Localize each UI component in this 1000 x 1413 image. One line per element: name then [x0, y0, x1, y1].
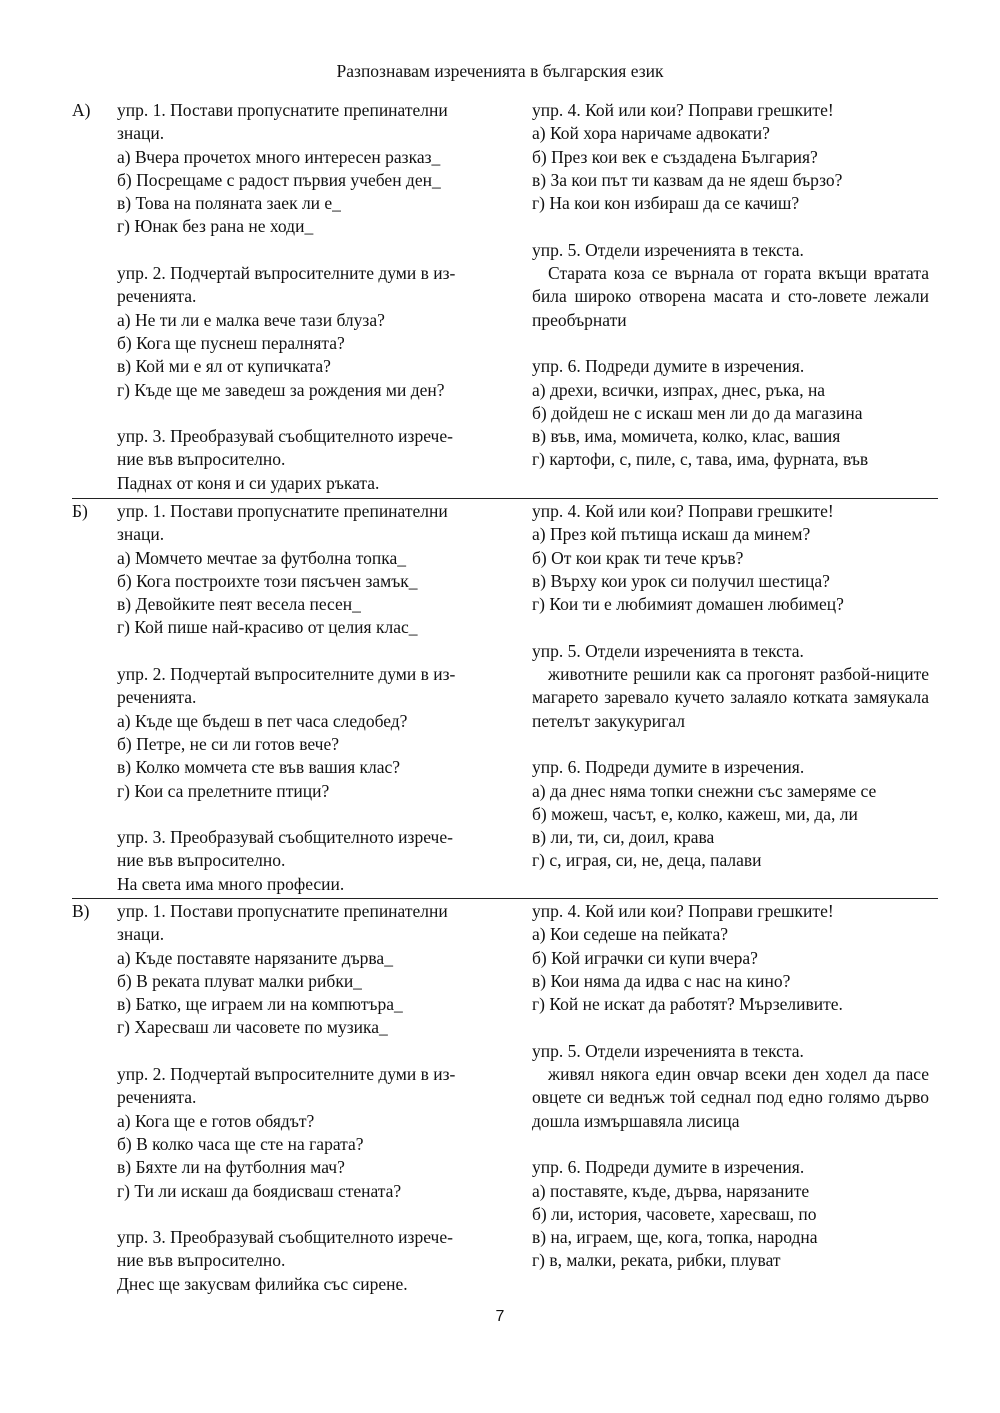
- right-column: [532, 900, 929, 1296]
- exercise-6: [532, 1156, 929, 1272]
- item-a: а) Къде поставяте нарязаните дърва_: [117, 947, 393, 968]
- item-a: а) Момчето мечтае за футболна топка_: [117, 547, 406, 568]
- item-v: в) За кои път ти казвам да не ядеш бързо?: [532, 169, 843, 190]
- exercise-heading-cont: реченията.: [117, 1087, 197, 1108]
- item-b: б) В реката плуват малки рибки_: [117, 970, 362, 991]
- left-column: [117, 99, 509, 518]
- item-b: б) дойдеш не с искаш мен ли до да магазина: [532, 402, 863, 423]
- exercise-1: [117, 500, 509, 640]
- sentence: Паднах от коня и си ударих ръката.: [117, 472, 380, 493]
- section-letter: Б): [72, 501, 88, 521]
- item-v: в) Кои няма да идва с нас на кино?: [532, 970, 791, 991]
- left-column: [117, 500, 509, 919]
- item-g: г) Кои са прелетните птици?: [117, 780, 330, 801]
- exercise-heading: упр. 4. Кой или кои? Поправи грешките!: [532, 901, 834, 921]
- item-v: в) Батко, ще играем ли на компютъра_: [117, 994, 403, 1015]
- item-v: в) Колко момчета сте във вашия клас?: [117, 757, 401, 778]
- exercise-heading-cont: ние във въпросително.: [117, 850, 286, 871]
- item-g: г) Ти ли искаш да боядисваш стената?: [117, 1180, 402, 1201]
- item-a: а) Къде ще бъдеш в пет часа следобед?: [117, 710, 408, 731]
- item-v: в) на, играем, ще, кога, топка, народна: [532, 1227, 818, 1248]
- item-a: а) Кои седеше на пейката?: [532, 924, 729, 945]
- right-column: [532, 99, 929, 495]
- exercise-2: [117, 1063, 509, 1203]
- item-b: б) Посрещаме с радост първия учебен ден_: [117, 169, 441, 190]
- item-v: в) Кой ми е ял от купичката?: [117, 356, 331, 377]
- section-b: [72, 498, 938, 895]
- exercise-heading: упр. 6. Подреди думите в изречения.: [532, 356, 805, 377]
- exercise-heading-cont: знаци.: [117, 123, 165, 144]
- exercise-heading-cont: знаци.: [117, 924, 165, 945]
- exercise-heading-cont: знаци.: [117, 524, 165, 545]
- item-a: а) Не ти ли е малка вече тази блуза?: [117, 309, 385, 330]
- item-a: а) Кой хора наричаме адвокати?: [532, 123, 770, 144]
- exercise-3: [117, 425, 509, 495]
- text-paragraph: животните решили как са прогонят разбой-ниците магарето заревало кучето залаяло котката замяукала петелът закукуригал: [532, 664, 929, 731]
- item-a: а) Вчера прочетох много интересен разказ_: [117, 146, 441, 167]
- exercise-heading: упр. 1. Постави пропуснатите препинателни: [117, 100, 448, 120]
- exercise-2: [117, 663, 509, 803]
- item-g: г) На кои кон избираш да се качиш?: [532, 193, 800, 214]
- sentence: На света има много професии.: [117, 873, 345, 894]
- item-g: г) картофи, с, пиле, с, тава, има, фурната, във: [532, 449, 869, 470]
- page-number: 7: [495, 1308, 505, 1325]
- item-a: а) Кога ще е готов обядът?: [117, 1110, 315, 1131]
- exercise-heading: упр. 2. Подчертай въпросителните думи в из-: [117, 664, 456, 685]
- item-g: г) с, играя, си, не, деца, палави: [532, 850, 762, 871]
- exercise-heading: упр. 2. Подчертай въпросителните думи в из-: [117, 1064, 456, 1085]
- item-a: а) да днес няма топки снежни със замеряме се: [532, 780, 877, 801]
- exercise-heading: упр. 2. Подчертай въпросителните думи в из-: [117, 263, 456, 284]
- item-b: б) В колко часа ще сте на гарата?: [117, 1133, 364, 1154]
- item-v: в) Бяхте ли на футболния мач?: [117, 1157, 345, 1178]
- exercise-3: [117, 826, 509, 896]
- exercise-heading: упр. 3. Преобразувай съобщителното изрече-: [117, 827, 453, 848]
- item-v: в) Върху кои урок си получил шестица?: [532, 570, 830, 591]
- exercise-2: [117, 262, 509, 402]
- item-a: а) През кой пътища искаш да минем?: [532, 524, 811, 545]
- section-letter: А): [72, 100, 91, 120]
- item-v: в) Девойките пеят весела песен_: [117, 594, 361, 615]
- exercise-heading: упр. 1. Постави пропуснатите препинателни: [117, 901, 448, 921]
- exercise-heading: упр. 1. Постави пропуснатите препинателни: [117, 501, 448, 521]
- exercise-3: [117, 1226, 509, 1296]
- item-a: а) дрехи, всички, изпрах, днес, ръка, на: [532, 379, 826, 400]
- item-g: г) в, малки, реката, рибки, плуват: [532, 1250, 781, 1271]
- exercise-heading-cont: ние във въпросително.: [117, 449, 286, 470]
- text-paragraph: живял някога един овчар всеки ден ходел да пасе овцете си веднъж той седнал под едно голямо дърво дошла измършавяла лисица: [532, 1064, 929, 1131]
- exercise-4: [532, 99, 929, 215]
- exercise-heading: упр. 5. Отдели изреченията в текста.: [532, 239, 804, 260]
- exercise-1: [117, 99, 509, 239]
- exercise-5: [532, 640, 929, 733]
- exercise-4: [532, 500, 929, 616]
- item-v: в) ли, ти, си, доил, крава: [532, 827, 715, 848]
- item-b: б) От кои крак ти тече кръв?: [532, 547, 744, 568]
- sentence: Днес ще закусвам филийка със сирене.: [117, 1273, 408, 1294]
- item-g: г) Кой пише най-красиво от целия клас_: [117, 617, 418, 638]
- section-v: [72, 898, 938, 1299]
- exercise-1: [117, 900, 509, 1040]
- item-v: в) Това на поляната заек ли е_: [117, 193, 341, 214]
- exercise-6: [532, 756, 929, 872]
- item-b: б) Петре, не си ли готов вече?: [117, 733, 340, 754]
- item-g: г) Харесваш ли часовете по музика_: [117, 1017, 388, 1038]
- exercise-heading: упр. 3. Преобразувай съобщителното изрече-: [117, 426, 453, 447]
- left-column: [117, 900, 509, 1319]
- item-g: г) Кой не искат да работят? Мързеливите.: [532, 994, 843, 1015]
- exercise-heading: упр. 4. Кой или кои? Поправи грешките!: [532, 100, 834, 120]
- exercise-4: [532, 900, 929, 1016]
- exercise-heading-cont: реченията.: [117, 286, 197, 307]
- exercise-heading: упр. 6. Подреди думите в изречения.: [532, 1157, 805, 1178]
- section-letter: В): [72, 901, 90, 921]
- item-g: г) Къде ще ме заведеш за рождения ми ден?: [117, 379, 445, 400]
- item-g: г) Кои ти е любимият домашен любимец?: [532, 594, 844, 615]
- right-column: [532, 500, 929, 896]
- text-paragraph: Старата коза се върнала от гората вкъщи вратата била широко отворена масата и сто-ловете лежали преобърнати: [532, 263, 929, 330]
- exercise-heading: упр. 4. Кой или кои? Поправи грешките!: [532, 501, 834, 521]
- item-v: в) във, има, момичета, колко, клас, вашия: [532, 426, 841, 447]
- exercise-heading: упр. 5. Отдели изреченията в текста.: [532, 640, 804, 661]
- exercise-heading: упр. 3. Преобразувай съобщителното изрече-: [117, 1227, 453, 1248]
- exercise-heading: упр. 6. Подреди думите в изречения.: [532, 757, 805, 778]
- page-title: Разпознавам изреченията в българския език: [336, 61, 664, 81]
- exercise-6: [532, 355, 929, 471]
- exercise-5: [532, 239, 929, 332]
- section-a: [72, 99, 938, 492]
- item-b: б) Кой играчки си купи вчера?: [532, 947, 758, 968]
- item-b: б) можеш, часът, е, колко, кажеш, ми, да, ли: [532, 803, 858, 824]
- item-a: а) поставяте, къде, дърва, нарязаните: [532, 1180, 810, 1201]
- exercise-heading: упр. 5. Отдели изреченията в текста.: [532, 1040, 804, 1061]
- item-b: б) ли, история, часовете, харесваш, по: [532, 1203, 817, 1224]
- exercise-heading-cont: реченията.: [117, 687, 197, 708]
- exercise-heading-cont: ние във въпросително.: [117, 1250, 286, 1271]
- item-b: б) През кои век е създадена България?: [532, 146, 818, 167]
- item-b: б) Кога ще пуснеш пералнята?: [117, 332, 345, 353]
- item-g: г) Юнак без рана не ходи_: [117, 216, 314, 237]
- exercise-5: [532, 1040, 929, 1133]
- item-b: б) Кога построихте този пясъчен замък_: [117, 570, 418, 591]
